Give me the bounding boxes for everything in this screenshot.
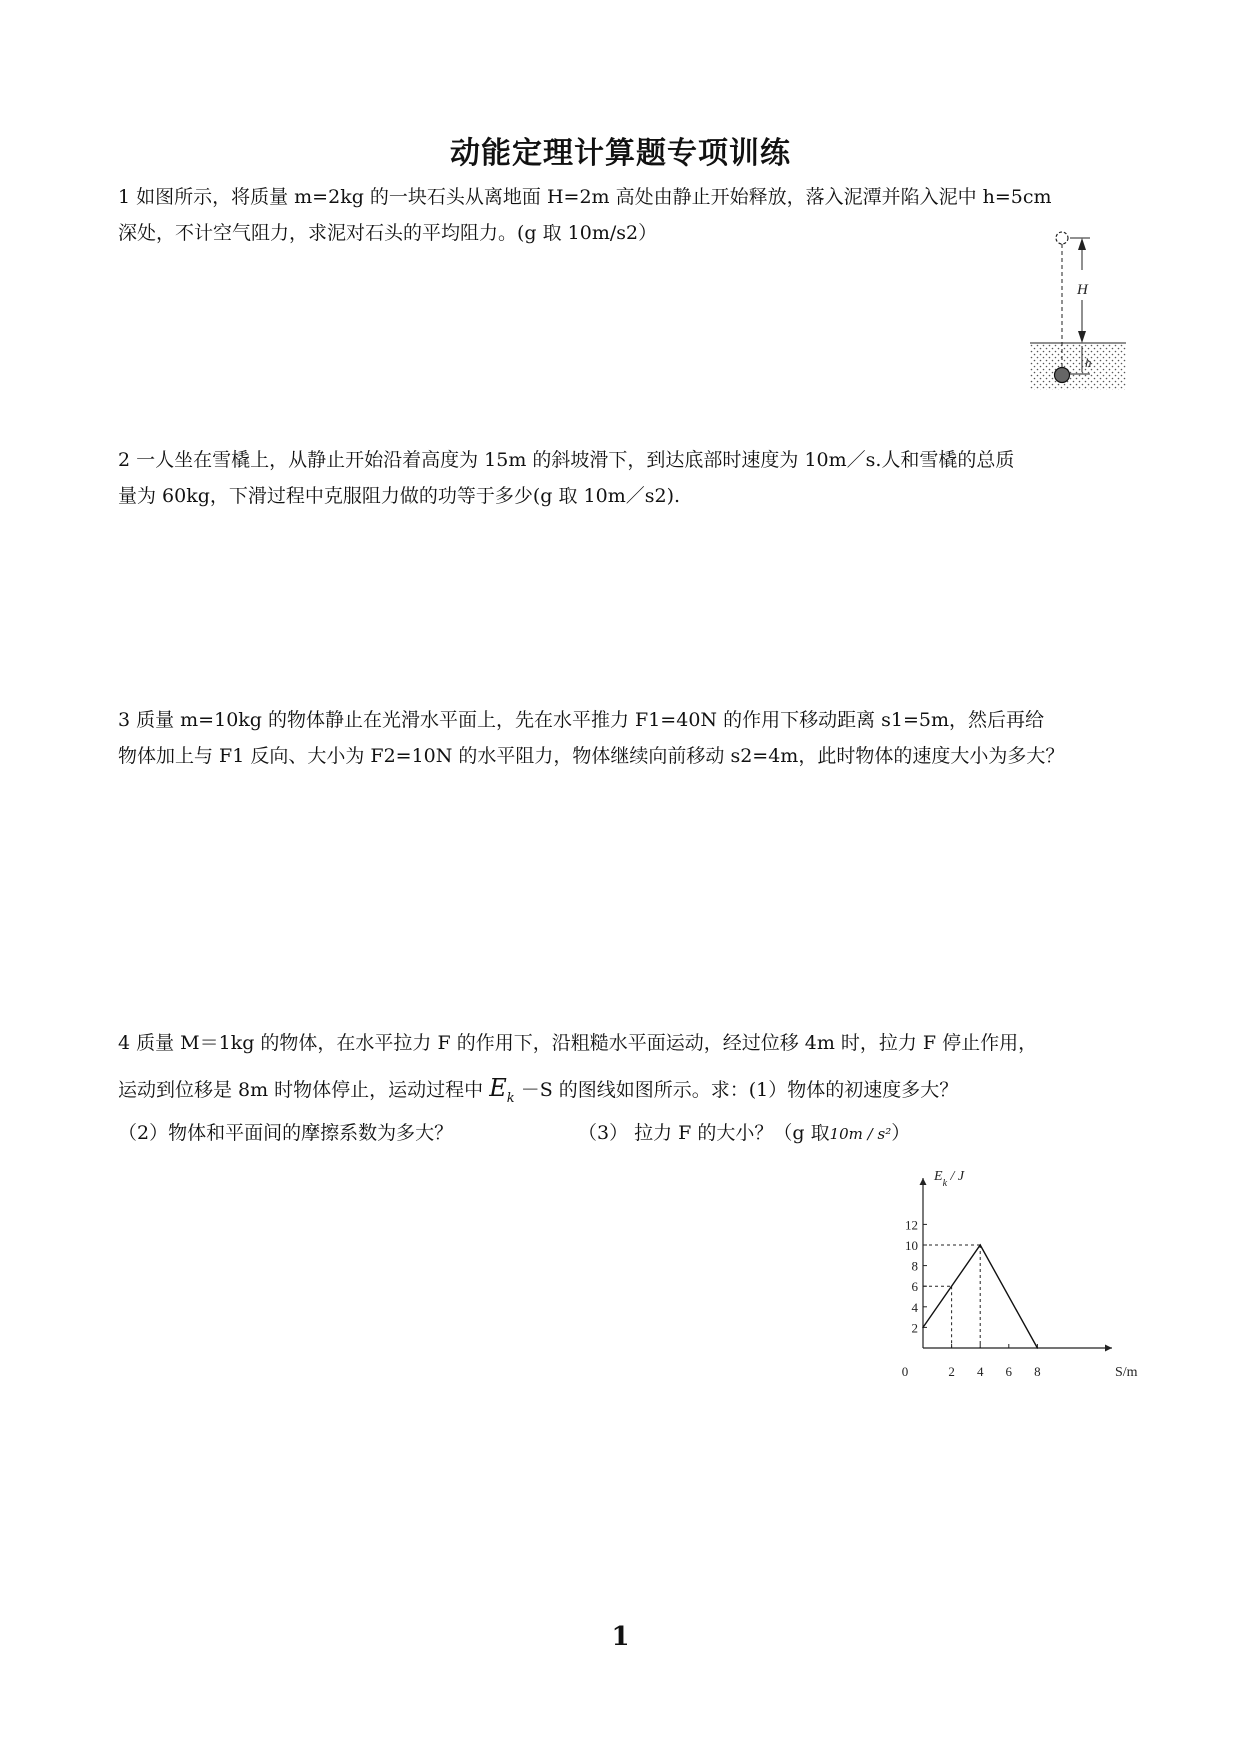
x-tick-label-3: 6 xyxy=(1005,1364,1013,1379)
problem-4-line-2 xyxy=(118,1073,958,1114)
problem-3-line-2: 物体加上与 F1 反向、大小为 F2=10N 的水平阻力，物体继续向前移动 s2=4m，此时物体的速度大小为多大？ xyxy=(118,745,1065,767)
problem-4-line-3b: （3） 拉力 F 的大小？（g 取10m / s²） xyxy=(578,1122,911,1144)
problem-4-line-1: 4 质量 M＝1kg 的物体，在水平拉力 F 的作用下，沿粗糙水平面运动，经过位移 4m 时，拉力 F 停止作用， xyxy=(118,1032,1038,1054)
problem-4-line-2-post: －S 的图线如图所示。求：(1）物体的初速度多大？ xyxy=(520,1079,959,1101)
y-tick-label-0: 2 xyxy=(911,1320,918,1336)
data-point-0-0 xyxy=(922,1327,924,1329)
data-point-0-2 xyxy=(1037,1347,1039,1349)
y-tick-label-2: 6 xyxy=(911,1279,918,1295)
problem-2-line-1: 2 一人坐在雪橇上，从静止开始沿着高度为 15m 的斜坡滑下，到达底部时速度为 10m／s.人和雪橇的总质 xyxy=(118,449,1015,471)
problem-2-line-2: 量为 60kg，下滑过程中克服阻力做的功等于多少(g 取 10m／s2). xyxy=(118,485,681,507)
x-axis-label: S/m xyxy=(1115,1365,1138,1380)
arrow-down-icon xyxy=(1078,331,1086,343)
label-h: h xyxy=(1085,355,1092,370)
x-tick-label-4: 8 xyxy=(1034,1364,1041,1379)
problem-4-line-3a: （2）物体和平面间的摩擦系数为多大？ xyxy=(118,1122,454,1144)
page-number: 1 xyxy=(611,1622,630,1652)
mud-region xyxy=(1030,343,1126,390)
ek-s-chart xyxy=(860,1160,1170,1390)
x-tick-label-2: 4 xyxy=(976,1364,984,1379)
problem-4-line-2-pre: 运动到位移是 8m 时物体停止，运动过程中 xyxy=(118,1079,484,1101)
problem-4-line-3b-text: （3） 拉力 F 的大小？（g 取 xyxy=(578,1122,830,1144)
series-line-0 xyxy=(923,1245,1037,1348)
y-axis-label: $E_k$ / J xyxy=(934,1169,965,1189)
x-tick-label-1: 2 xyxy=(948,1364,955,1379)
label-H: H xyxy=(1077,282,1088,298)
stone-end-ball xyxy=(1055,368,1070,383)
problem-1-line-1: 1 如图所示，将质量 m=2kg 的一块石头从离地面 H=2m 高处由静止开始释放，落入泥潭并陷入泥中 h=5cm xyxy=(118,186,1052,208)
y-tick-label-3: 8 xyxy=(911,1258,918,1274)
g-unit: 10m / s² xyxy=(829,1125,892,1143)
y-tick-label-5: 12 xyxy=(905,1217,918,1233)
arrow-up-icon xyxy=(1078,238,1086,250)
problem-1-line-2: 深处，不计空气阻力，求泥对石头的平均阻力。(g 取 10m/s2） xyxy=(118,222,658,244)
x-tick-label-0: 0 xyxy=(901,1364,909,1379)
falling-stone-figure xyxy=(1030,230,1130,390)
ek-symbol: $E_k$ xyxy=(489,1074,515,1106)
data-point-0-1 xyxy=(979,1244,981,1246)
problem-3-line-1: 3 质量 m=10kg 的物体静止在光滑水平面上，先在水平推力 F1=40N 的作用下移动距离 s1=5m，然后再给 xyxy=(118,709,1044,731)
y-tick-label-1: 4 xyxy=(911,1299,918,1315)
page-title: 动能定理计算题专项训练 xyxy=(450,136,791,171)
stone-start-circle xyxy=(1056,232,1068,244)
y-tick-label-4: 10 xyxy=(905,1238,918,1253)
